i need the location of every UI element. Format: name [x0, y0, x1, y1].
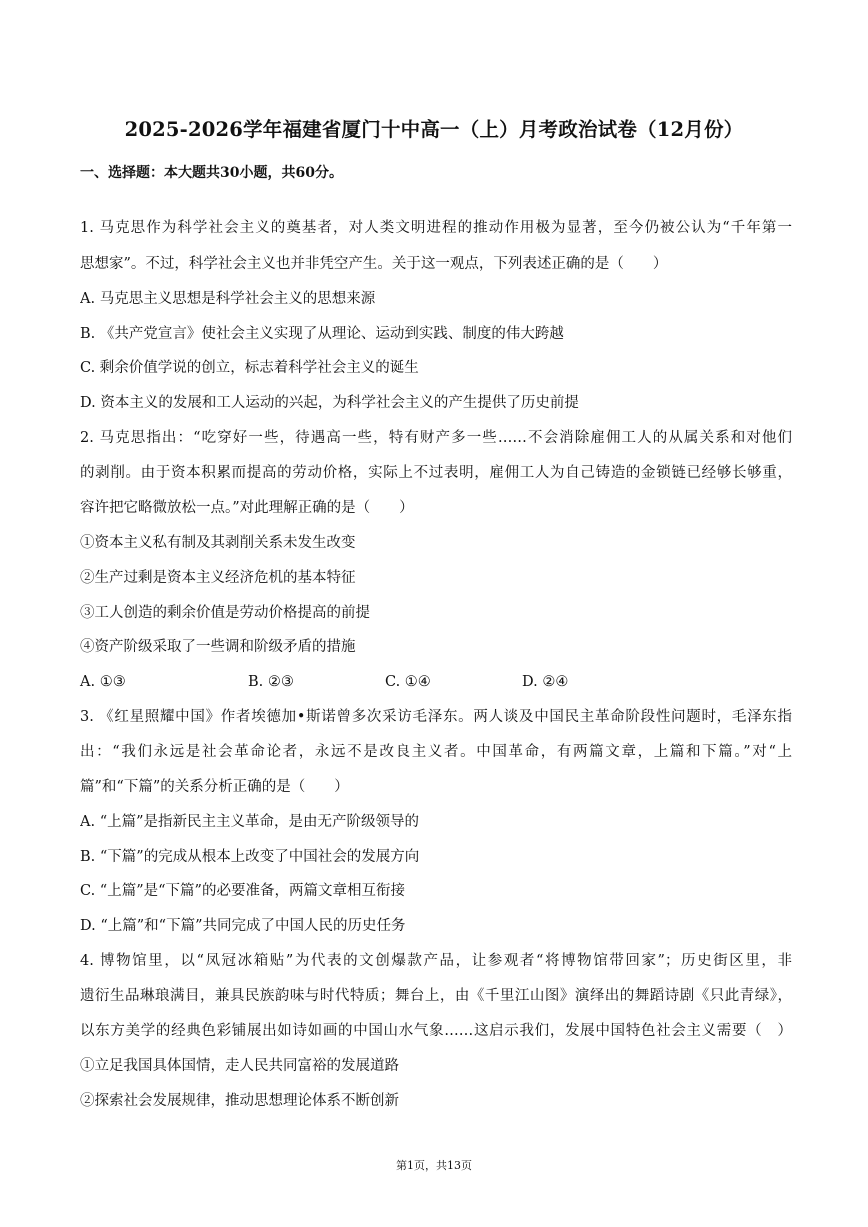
question-4-stem-line-3: 以东方美学的经典色彩铺展出如诗如画的中国山水气象……这启示我们，发展中国特色社会主义需要（ ）: [80, 1023, 792, 1039]
question-2-statement-1: ①资本主义私有制及其剥削关系未发生改变: [80, 535, 356, 551]
question-1-option-b: B. 《共产党宣言》使社会主义实现了从理论、运动到实践、制度的伟大跨越: [80, 326, 564, 342]
question-2-statement-2: ②生产过剩是资本主义经济危机的基本特征: [80, 570, 356, 586]
question-4-stem-line-2: 遗衍生品琳琅满目，兼具民族韵味与时代特质；舞台上，由《千里江山图》演绎出的舞蹈诗剧《只此青绿》，: [80, 988, 792, 1004]
question-4-statement-1: ①立足我国具体国情，走人民共同富裕的发展道路: [80, 1058, 399, 1074]
question-3-option-b: B. “下篇”的完成从根本上改变了中国社会的发展方向: [80, 849, 420, 865]
question-3-option-d: D. “上篇”和“下篇”共同完成了中国人民的历史任务: [80, 918, 406, 934]
question-2-statement-3: ③工人创造的剩余价值是劳动价格提高的前提: [80, 605, 370, 621]
question-3-option-c: C. “上篇”是“下篇”的必要准备，两篇文章相互衔接: [80, 883, 405, 899]
question-2-statement-4: ④资产阶级采取了一些调和阶级矛盾的措施: [80, 639, 356, 655]
question-2-stem-line-2: 的剥削。由于资本积累而提高的劳动价格，实际上不过表明，雇佣工人为自己铸造的金锁链已经够长够重，: [80, 465, 792, 481]
question-3-stem-line-3: 篇”和“下篇”的关系分析正确的是（ ）: [80, 779, 349, 795]
question-3-stem-line-2: 出：“我们永远是社会革命论者，永远不是改良主义者。中国革命，有两篇文章，上篇和下篇。”对“上: [80, 744, 792, 760]
section-heading: 一、选择题：本大题共30小题，共60分。: [80, 165, 343, 181]
question-1-option-d: D. 资本主义的发展和工人运动的兴起，为科学社会主义的产生提供了历史前提: [80, 395, 579, 411]
question-4-statement-2: ②探索社会发展规律，推动思想理论体系不断创新: [80, 1093, 399, 1109]
question-2-option-a: A. ①③: [80, 674, 126, 690]
question-1-stem-line-2: 思想家”。不过，科学社会主义也并非凭空产生。关于这一观点，下列表述正确的是（ ）: [80, 256, 668, 272]
question-3-option-a: A. “上篇”是指新民主主义革命，是由无产阶级领导的: [80, 814, 420, 830]
question-4-stem-line-1: 4. 博物馆里，以“凤冠冰箱贴”为代表的文创爆款产品，让参观者“将博物馆带回家”；历史街区里，非: [80, 953, 792, 969]
question-1-option-c: C. 剩余价值学说的创立，标志着科学社会主义的诞生: [80, 360, 419, 376]
question-2-option-c: C. ①④: [385, 674, 431, 690]
page-footer: 第1页，共13页: [396, 1159, 472, 1172]
question-2-stem-line-1: 2. 马克思指出：“吃穿好一些，待遇高一些，特有财产多一些……不会消除雇佣工人的从属关系和对他们: [80, 430, 792, 446]
exam-title: 2025-2026学年福建省厦门十中高一（上）月考政治试卷（12月份）: [124, 118, 744, 141]
question-1-stem-line-1: 1. 马克思作为科学社会主义的奠基者，对人类文明进程的推动作用极为显著，至今仍被公认为“千年第一: [80, 220, 792, 236]
question-1-option-a: A. 马克思主义思想是科学社会主义的思想来源: [80, 291, 376, 307]
question-3-stem-line-1: 3. 《红星照耀中国》作者埃德加•斯诺曾多次采访毛泽东。两人谈及中国民主革命阶段性问题时，毛泽东指: [80, 709, 792, 725]
question-2-option-d: D. ②④: [522, 674, 569, 690]
question-2-stem-line-3: 容许把它略微放松一点。”对此理解正确的是（ ）: [80, 500, 414, 516]
question-2-option-b: B. ②③: [248, 674, 294, 690]
